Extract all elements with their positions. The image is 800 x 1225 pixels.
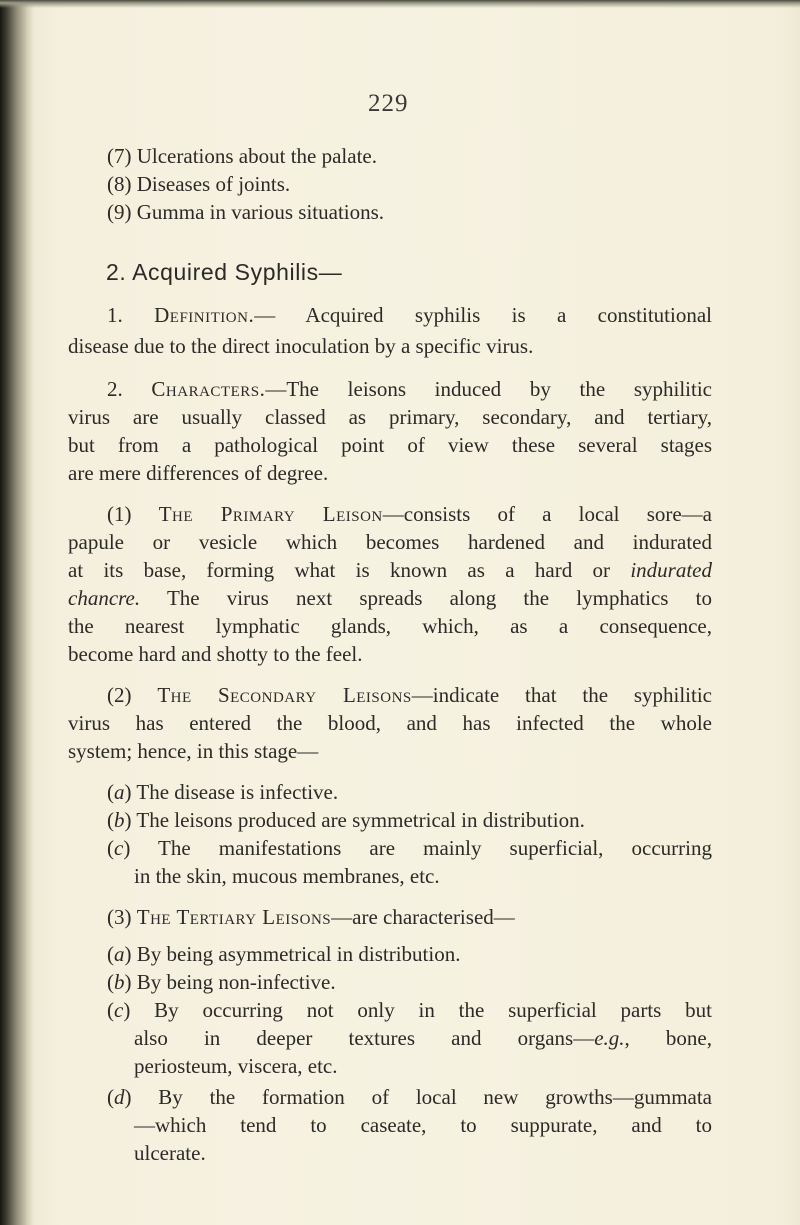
tertiary-item-c-cont-2: periosteum, viscera, etc. [134,1054,338,1078]
primary-chancre-term: chancre. [68,586,141,610]
secondary-marker-c: c [114,836,124,860]
tertiary-item-c-text: By occurring not only in the superficial parts but [154,998,712,1022]
tertiary-item-a-text: By being asymmetrical in distribution. [136,942,461,966]
characters-line-4: are mere differences of degree. [68,461,329,485]
secondary-line-3: system; hence, in this stage— [68,739,319,763]
primary-line-3 [68,557,712,583]
characters-number: 2. [107,377,123,401]
tertiary-label: The Tertiary Leisons [136,905,332,929]
secondary-label: The Secondary Leisons [157,683,412,707]
secondary-item-b: (b) The leisons produced are symmetrical in distribution. [107,808,585,832]
tertiary-item-c: (c) By occurring not only in the superficial parts but [107,998,712,1022]
section-heading: 2. Acquired Syphilis— [106,259,343,285]
definition-line-2: disease due to the direct inoculation by a specific virus. [68,334,534,358]
characters-text: —The leisons induced by the syphilitic [265,377,712,401]
primary-line-4-text: The virus next spreads along the lymphatics to [166,586,712,610]
tertiary-marker-d: d [114,1085,125,1109]
tertiary-item-c-cont-1-pre: also in deeper textures and organs— [134,1026,595,1050]
primary-line-2: papule or vesicle which becomes hardened and indurated [68,530,712,554]
primary-indurated-term: indurated [630,558,712,582]
secondary-item-b-text: The leisons produced are symmetrical in distribution. [136,808,585,832]
tertiary-marker-a: a [114,942,125,966]
secondary-item-a-text: The disease is infective. [136,780,339,804]
tertiary-item-d-cont-1: —which tend to caseate, to suppurate, and to [134,1113,712,1137]
secondary-item-c-text: The manifestations are mainly superficial, occurring [158,836,712,860]
tertiary-marker-b: b [114,970,125,994]
tertiary-line-1 [107,904,515,930]
primary-line-4 [68,585,712,611]
tertiary-item-c-cont-1-post: , bone, [624,1026,712,1050]
tertiary-item-d-text: By the formation of local new growths—gummata [158,1085,713,1109]
primary-label: The Primary Leison [158,502,383,526]
primary-line-6: become hard and shotty to the feel. [68,642,363,666]
primary-number: (1) [107,502,132,526]
tertiary-item-c-cont-1 [134,1025,712,1051]
tertiary-item-a: (a) By being asymmetrical in distribution. [107,942,461,966]
tertiary-item-b: (b) By being non-infective. [107,970,336,994]
tertiary-item-d: (d) By the formation of local new growths—gummata [107,1085,713,1109]
definition-line-1 [107,302,712,328]
page-top-edge [0,0,800,8]
characters-line-3: but from a pathological point of view these several stages [68,433,712,457]
definition-label: Definition. [154,303,255,327]
definition-number: 1. [107,303,123,327]
tertiary-marker-c: c [114,998,124,1022]
secondary-line-1 [107,682,712,708]
secondary-text: —indicate that the syphilitic [411,683,712,707]
secondary-marker-a: a [114,780,125,804]
tertiary-text: —are characterised— [331,905,515,929]
characters-line-2: virus are usually classed as primary, secondary, and tertiary, [68,405,712,429]
characters-label: Characters. [151,377,266,401]
tertiary-number: (3) [107,905,132,929]
secondary-item-c: (c) The manifestations are mainly superficial, occurring [107,836,712,860]
primary-text: —consists of a local sore—a [382,502,712,526]
primary-line-5: the nearest lymphatic glands, which, as a consequence, [68,614,712,638]
secondary-item-c-cont: in the skin, mucous membranes, etc. [134,864,440,888]
secondary-number: (2) [107,683,132,707]
primary-line-3-text: at its base, forming what is known as a hard or [68,558,610,582]
tertiary-item-d-cont-2: ulcerate. [134,1141,206,1165]
tertiary-item-b-text: By being non-infective. [136,970,336,994]
list-item-7: (7) Ulcerations about the palate. [107,144,377,168]
definition-text: — Acquired syphilis is a constitutional [254,303,712,327]
primary-line-1 [107,501,712,527]
secondary-line-2: virus has entered the blood, and has infected the whole [68,711,712,735]
list-item-9: (9) Gumma in various situations. [107,200,385,224]
secondary-marker-b: b [114,808,125,832]
page-number: 229 [368,90,409,117]
list-item-8: (8) Diseases of joints. [107,172,291,196]
characters-line-1 [107,376,712,402]
tertiary-eg-term: e.g. [594,1026,625,1050]
secondary-item-a: (a) The disease is infective. [107,780,339,804]
page-spine-shadow [0,0,34,1225]
